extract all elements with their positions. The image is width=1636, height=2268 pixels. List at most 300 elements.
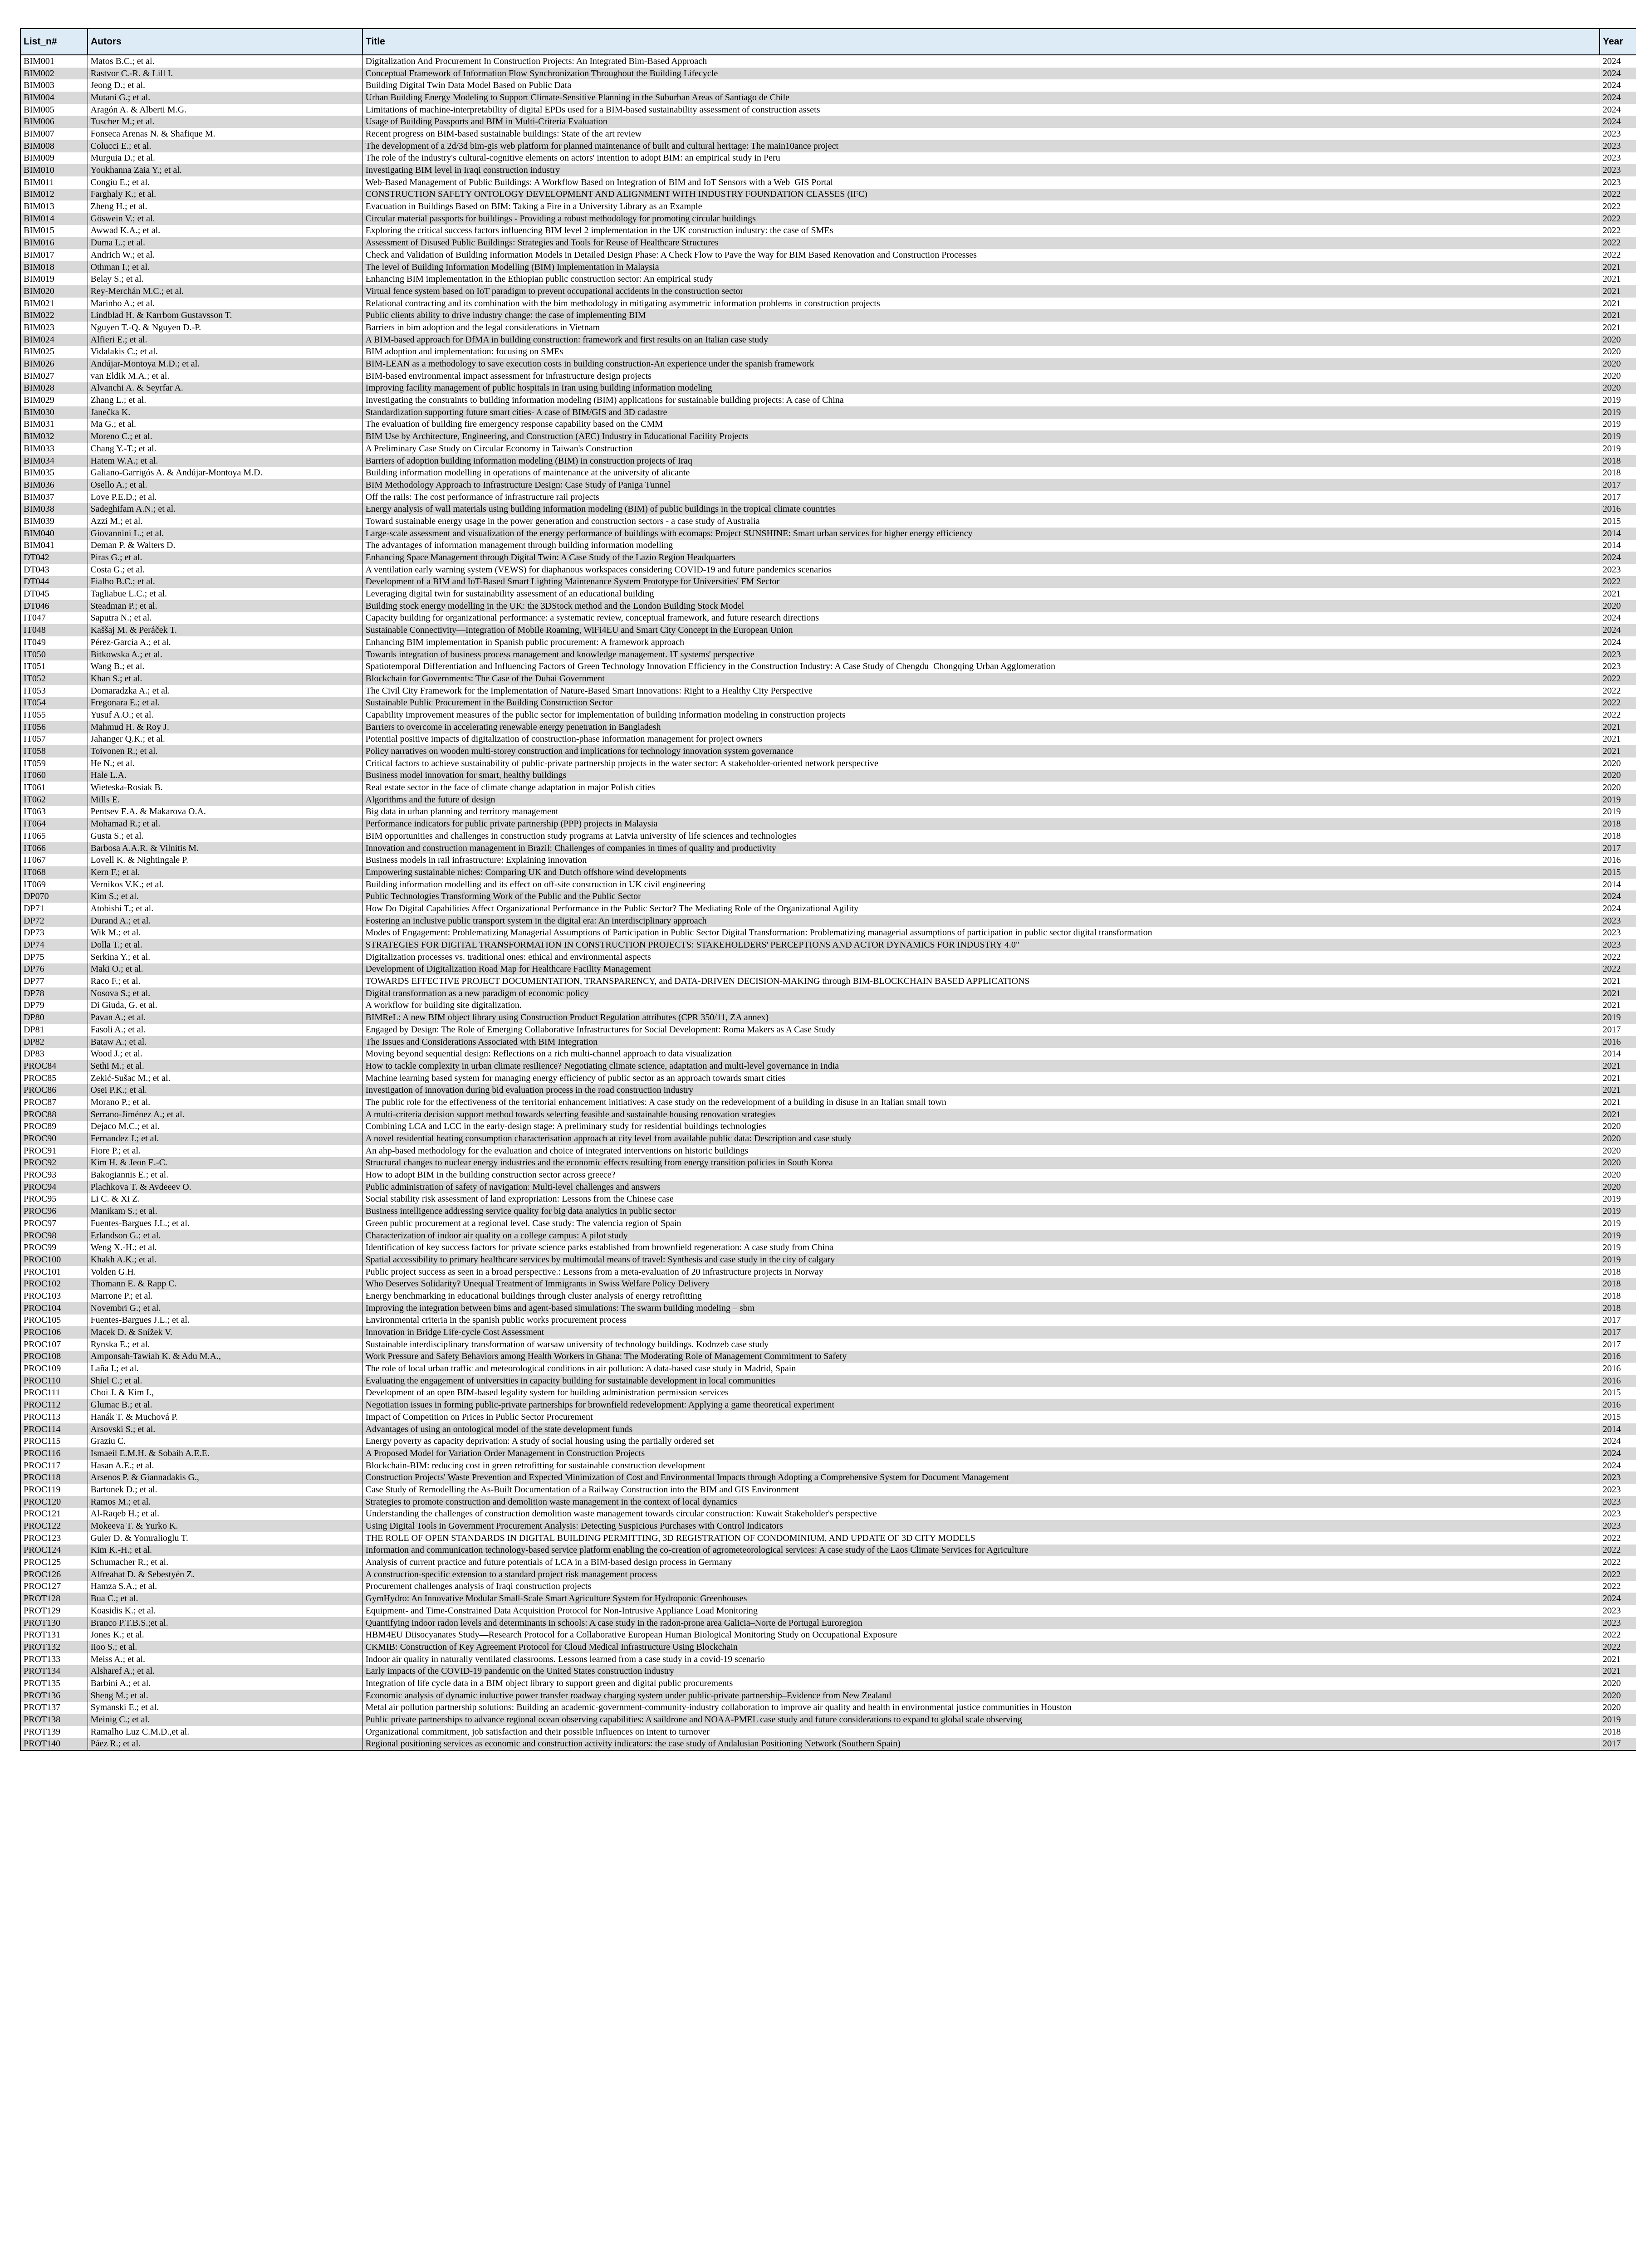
- cell-title: Barriers of adoption building information modeling (BIM) in construction projects of Iraq: [362, 455, 1600, 467]
- cell-year: 2023: [1600, 152, 1636, 165]
- table-row[interactable]: [20, 1471, 1636, 1484]
- cell-year: 2023: [1600, 1605, 1636, 1617]
- table-row[interactable]: [20, 733, 1636, 746]
- table-row[interactable]: [20, 479, 1636, 491]
- cell-title: Conceptual Framework of Information Flow Synchronization Throughout the Building Lifecycle: [362, 68, 1600, 80]
- cell-year: 2015: [1600, 515, 1636, 528]
- table-row[interactable]: [20, 758, 1636, 770]
- table-row[interactable]: [20, 1423, 1636, 1436]
- cell-year: 2024: [1600, 1435, 1636, 1447]
- table-row[interactable]: [20, 1399, 1636, 1411]
- column-header-title[interactable]: Title: [362, 29, 1600, 55]
- cell-title: Energy analysis of wall materials using building information modeling (BIM) of public buildings in the tropical climate countries: [362, 503, 1600, 515]
- cell-authors: Bataw A.; et al.: [88, 1036, 362, 1048]
- cell-authors: Alvanchi A. & Seyrfar A.: [88, 382, 362, 395]
- table-row[interactable]: [20, 1556, 1636, 1569]
- cell-year: 2018: [1600, 1726, 1636, 1738]
- cell-title: Business models in rail infrastructure: Explaining innovation: [362, 854, 1600, 866]
- cell-authors: Pavan A.; et al.: [88, 1012, 362, 1024]
- cell-id: DP80: [20, 1012, 88, 1024]
- table-row[interactable]: [20, 225, 1636, 237]
- table-row[interactable]: [20, 152, 1636, 165]
- table-row[interactable]: [20, 1629, 1636, 1641]
- cell-title: The level of Building Information Modelling (BIM) Implementation in Malaysia: [362, 261, 1600, 274]
- cell-title: Recent progress on BIM-based sustainable buildings: State of the art review: [362, 128, 1600, 140]
- table-row[interactable]: [20, 237, 1636, 249]
- table-row[interactable]: [20, 636, 1636, 649]
- cell-authors: Atobishi T.; et al.: [88, 903, 362, 915]
- cell-authors: Nguyen T.-Q. & Nguyen D.-P.: [88, 322, 362, 334]
- cell-title: Urban Building Energy Modeling to Support Climate-Sensitive Planning in the Suburban Areas of Santiago de Chile: [362, 92, 1600, 104]
- cell-id: IT058: [20, 745, 88, 758]
- cell-id: IT059: [20, 758, 88, 770]
- cell-id: BIM009: [20, 152, 88, 165]
- table-row[interactable]: [20, 285, 1636, 298]
- cell-authors: Serkina Y.; et al.: [88, 951, 362, 963]
- cell-authors: Piras G.; et al.: [88, 552, 362, 564]
- table-row[interactable]: [20, 1726, 1636, 1738]
- cell-authors: Belay S.; et al.: [88, 273, 362, 285]
- table-row[interactable]: [20, 430, 1636, 443]
- table-row[interactable]: [20, 200, 1636, 213]
- cell-id: PROC93: [20, 1169, 88, 1181]
- cell-year: 2022: [1600, 709, 1636, 721]
- table-row[interactable]: [20, 975, 1636, 987]
- table-row[interactable]: [20, 866, 1636, 879]
- cell-authors: Wood J.; et al.: [88, 1048, 362, 1060]
- table-row[interactable]: [20, 176, 1636, 189]
- table-row[interactable]: [20, 1302, 1636, 1315]
- cell-title: Capacity building for organizational performance: a systematic review, conceptual framework, and future research directions: [362, 612, 1600, 625]
- table-row[interactable]: [20, 660, 1636, 673]
- table-row[interactable]: [20, 1254, 1636, 1266]
- table-row[interactable]: [20, 1012, 1636, 1024]
- table-row[interactable]: [20, 1665, 1636, 1677]
- cell-authors: Saputra N.; et al.: [88, 612, 362, 625]
- cell-title: Machine learning based system for managing energy efficiency of public sector as an approach towards smart cities: [362, 1072, 1600, 1085]
- table-row[interactable]: [20, 1460, 1636, 1472]
- cell-title: Enhancing BIM implementation in the Ethiopian public construction sector: An empirical study: [362, 273, 1600, 285]
- cell-title: Innovation in Bridge Life-cycle Cost Assessment: [362, 1326, 1600, 1339]
- table-row[interactable]: [20, 794, 1636, 806]
- cell-authors: Love P.E.D.; et al.: [88, 491, 362, 503]
- cell-id: PROT131: [20, 1629, 88, 1641]
- cell-authors: Maki O.; et al.: [88, 963, 362, 976]
- cell-title: A construction-specific extension to a standard project risk management process: [362, 1569, 1600, 1581]
- table-row[interactable]: [20, 68, 1636, 80]
- cell-title: Investigation of innovation during bid evaluation process in the road construction industry: [362, 1084, 1600, 1096]
- cell-id: IT048: [20, 624, 88, 636]
- cell-year: 2020: [1600, 358, 1636, 370]
- cell-year: 2014: [1600, 879, 1636, 891]
- cell-id: IT067: [20, 854, 88, 866]
- table-row[interactable]: [20, 1193, 1636, 1206]
- table-row[interactable]: [20, 382, 1636, 395]
- cell-year: 2016: [1600, 1399, 1636, 1411]
- cell-title: A multi-criteria decision support method towards selecting feasible and sustainable housing renovation strategies: [362, 1109, 1600, 1121]
- column-header-authors[interactable]: Autors: [88, 29, 362, 55]
- cell-id: DP77: [20, 975, 88, 987]
- table-row[interactable]: [20, 1411, 1636, 1423]
- table-row[interactable]: [20, 1096, 1636, 1109]
- table-row[interactable]: [20, 1133, 1636, 1145]
- cell-id: IT049: [20, 636, 88, 649]
- table-row[interactable]: [20, 322, 1636, 334]
- table-row[interactable]: [20, 1387, 1636, 1399]
- cell-year: 2022: [1600, 200, 1636, 213]
- cell-id: PROC121: [20, 1508, 88, 1520]
- cell-authors: Sadeghifam A.N.; et al.: [88, 503, 362, 515]
- table-row[interactable]: [20, 540, 1636, 552]
- table-row[interactable]: [20, 709, 1636, 721]
- cell-title: Combining LCA and LCC in the early-design stage: A preliminary study for residential buildings technologies: [362, 1121, 1600, 1133]
- table-row[interactable]: [20, 1593, 1636, 1605]
- cell-year: 2017: [1600, 1326, 1636, 1339]
- cell-year: 2023: [1600, 564, 1636, 576]
- table-row[interactable]: [20, 576, 1636, 588]
- cell-year: 2021: [1600, 309, 1636, 322]
- cell-authors: Kim K.-H.; et al.: [88, 1545, 362, 1557]
- cell-id: PROC104: [20, 1302, 88, 1315]
- cell-authors: Yusuf A.O.; et al.: [88, 709, 362, 721]
- table-row[interactable]: [20, 1145, 1636, 1157]
- table-row[interactable]: [20, 213, 1636, 225]
- table-row[interactable]: [20, 842, 1636, 855]
- cell-title: Early impacts of the COVID-19 pandemic on the United States construction industry: [362, 1665, 1600, 1677]
- cell-title: Sustainable Connectivity—Integration of Mobile Roaming, WiFi4EU and Smart City Concept in the European Union: [362, 624, 1600, 636]
- cell-authors: Duma L.; et al.: [88, 237, 362, 249]
- table-row[interactable]: [20, 406, 1636, 419]
- table-row[interactable]: [20, 1532, 1636, 1545]
- table-row[interactable]: [20, 685, 1636, 697]
- table-row[interactable]: [20, 273, 1636, 285]
- table-row[interactable]: [20, 697, 1636, 709]
- cell-id: PROT130: [20, 1617, 88, 1629]
- cell-title: Improving the integration between bims and agent-based simulations: The swarm building modeling – sbm: [362, 1302, 1600, 1315]
- table-row[interactable]: [20, 1084, 1636, 1096]
- table-row[interactable]: [20, 104, 1636, 116]
- cell-authors: Dejaco M.C.; et al.: [88, 1121, 362, 1133]
- cell-id: BIM039: [20, 515, 88, 528]
- table-row[interactable]: [20, 818, 1636, 830]
- table-row[interactable]: [20, 1435, 1636, 1447]
- table-row[interactable]: [20, 1363, 1636, 1375]
- table-row[interactable]: [20, 1278, 1636, 1290]
- table-row[interactable]: [20, 987, 1636, 1000]
- table-row[interactable]: [20, 1121, 1636, 1133]
- cell-authors: Amponsah-Tawiah K. & Adu M.A.,: [88, 1351, 362, 1363]
- cell-authors: Nosova S.; et al.: [88, 987, 362, 1000]
- cell-id: PROT135: [20, 1677, 88, 1690]
- table-row[interactable]: [20, 1351, 1636, 1363]
- cell-authors: Erlandson G.; et al.: [88, 1230, 362, 1242]
- cell-id: IT065: [20, 830, 88, 842]
- table-row[interactable]: [20, 1496, 1636, 1508]
- cell-year: 2022: [1600, 963, 1636, 976]
- column-header-year[interactable]: Year: [1600, 29, 1636, 55]
- cell-year: 2020: [1600, 334, 1636, 346]
- table-row[interactable]: [20, 1508, 1636, 1520]
- table-row[interactable]: [20, 116, 1636, 128]
- table-row[interactable]: [20, 1581, 1636, 1593]
- cell-title: BIM-based environmental impact assessment for infrastructure design projects: [362, 370, 1600, 382]
- table-row[interactable]: [20, 358, 1636, 370]
- cell-id: PROC114: [20, 1423, 88, 1436]
- table-row[interactable]: [20, 745, 1636, 758]
- cell-authors: Galiano-Garrigós A. & Andújar-Montoya M.D.: [88, 467, 362, 479]
- table-row[interactable]: [20, 1290, 1636, 1302]
- cell-year: 2016: [1600, 1375, 1636, 1387]
- table-row[interactable]: [20, 951, 1636, 963]
- table-row[interactable]: [20, 1036, 1636, 1048]
- cell-year: 2021: [1600, 1665, 1636, 1677]
- table-row[interactable]: [20, 309, 1636, 322]
- table-row[interactable]: [20, 1000, 1636, 1012]
- table-row[interactable]: [20, 1024, 1636, 1036]
- table-row[interactable]: [20, 467, 1636, 479]
- cell-id: BIM025: [20, 346, 88, 358]
- cell-authors: Alsharef A.; et al.: [88, 1665, 362, 1677]
- column-header-id[interactable]: List_n#: [20, 29, 88, 55]
- cell-id: PROT137: [20, 1702, 88, 1714]
- cell-authors: Di Giuda, G. et al.: [88, 1000, 362, 1012]
- cell-title: Procurement challenges analysis of Iraqi construction projects: [362, 1581, 1600, 1593]
- table-row[interactable]: [20, 1375, 1636, 1387]
- cell-authors: Chang Y.-T.; et al.: [88, 443, 362, 455]
- table-row[interactable]: [20, 491, 1636, 503]
- table-row[interactable]: [20, 298, 1636, 310]
- table-row[interactable]: [20, 419, 1636, 431]
- cell-title: Digitalization And Procurement In Construction Projects: An Integrated Bim-Based Approach: [362, 55, 1600, 68]
- table-row[interactable]: [20, 1690, 1636, 1702]
- cell-title: Improving facility management of public hospitals in Iran using building information modeling: [362, 382, 1600, 395]
- table-row[interactable]: [20, 1217, 1636, 1230]
- table-row[interactable]: [20, 1617, 1636, 1629]
- table-row[interactable]: [20, 721, 1636, 733]
- table-row[interactable]: [20, 963, 1636, 976]
- cell-title: Algorithms and the future of design: [362, 794, 1600, 806]
- cell-year: 2024: [1600, 116, 1636, 128]
- cell-authors: Janečka K.: [88, 406, 362, 419]
- table-row[interactable]: [20, 92, 1636, 104]
- cell-title: Work Pressure and Safety Behaviors among Health Workers in Ghana: The Moderating Role of Management Commitment to Safety: [362, 1351, 1600, 1363]
- table-row[interactable]: [20, 1048, 1636, 1060]
- cell-authors: Fiore P.; et al.: [88, 1145, 362, 1157]
- table-row[interactable]: [20, 939, 1636, 951]
- table-row[interactable]: [20, 1266, 1636, 1278]
- table-row[interactable]: [20, 1641, 1636, 1653]
- table-row[interactable]: [20, 1339, 1636, 1351]
- cell-id: DP83: [20, 1048, 88, 1060]
- cell-id: PROC111: [20, 1387, 88, 1399]
- table-row[interactable]: [20, 334, 1636, 346]
- table-row[interactable]: [20, 1702, 1636, 1714]
- cell-authors: Rynska E.; et al.: [88, 1339, 362, 1351]
- cell-year: 2023: [1600, 1508, 1636, 1520]
- cell-authors: Shiel C.; et al.: [88, 1375, 362, 1387]
- cell-title: Off the rails: The cost performance of infrastructure rail projects: [362, 491, 1600, 503]
- cell-title: Check and Validation of Building Information Models in Detailed Design Phase: A Check Flow to Pave the Way for BIM Based Renovation and Construction Processes: [362, 249, 1600, 261]
- cell-year: 2023: [1600, 1471, 1636, 1484]
- cell-year: 2016: [1600, 1363, 1636, 1375]
- cell-title: The Civil City Framework for the Implementation of Nature-Based Smart Innovations: Right to a Healthy City Perspective: [362, 685, 1600, 697]
- cell-title: Structural changes to nuclear energy industries and the economic effects resulting from energy transition policies in South Korea: [362, 1157, 1600, 1169]
- cell-id: BIM019: [20, 273, 88, 285]
- cell-year: 2016: [1600, 503, 1636, 515]
- cell-authors: Gusta S.; et al.: [88, 830, 362, 842]
- cell-authors: Koasidis K.; et al.: [88, 1605, 362, 1617]
- table-row[interactable]: [20, 1484, 1636, 1496]
- cell-authors: Matos B.C.; et al.: [88, 55, 362, 68]
- cell-year: 2023: [1600, 649, 1636, 661]
- cell-authors: Vidalakis C.; et al.: [88, 346, 362, 358]
- table-row[interactable]: [20, 1520, 1636, 1532]
- table-row[interactable]: [20, 1205, 1636, 1217]
- cell-id: BIM040: [20, 528, 88, 540]
- cell-title: Public clients ability to drive industry change: the case of implementing BIM: [362, 309, 1600, 322]
- cell-authors: Serrano-Jiménez A.; et al.: [88, 1109, 362, 1121]
- table-row[interactable]: [20, 624, 1636, 636]
- table-row[interactable]: [20, 890, 1636, 903]
- table-row[interactable]: [20, 879, 1636, 891]
- cell-year: 2023: [1600, 128, 1636, 140]
- cell-authors: Hasan A.E.; et al.: [88, 1460, 362, 1472]
- table-row[interactable]: [20, 649, 1636, 661]
- cell-year: 2020: [1600, 1181, 1636, 1193]
- cell-title: Policy narratives on wooden multi-storey construction and implications for technology innovation system governance: [362, 745, 1600, 758]
- cell-authors: Kern F.; et al.: [88, 866, 362, 879]
- table-row[interactable]: [20, 503, 1636, 515]
- table-row[interactable]: [20, 830, 1636, 842]
- table-row[interactable]: [20, 515, 1636, 528]
- table-row[interactable]: [20, 1109, 1636, 1121]
- cell-title: BIMReL: A new BIM object library using Construction Product Regulation attributes (CPR 350/11, ZA annex): [362, 1012, 1600, 1024]
- table-row[interactable]: [20, 1326, 1636, 1339]
- table-row[interactable]: [20, 455, 1636, 467]
- table-row[interactable]: [20, 164, 1636, 176]
- cell-id: BIM016: [20, 237, 88, 249]
- cell-year: 2018: [1600, 467, 1636, 479]
- cell-id: PROC85: [20, 1072, 88, 1085]
- cell-title: Performance indicators for public private partnership (PPP) projects in Malaysia: [362, 818, 1600, 830]
- cell-title: Spatiotemporal Differentiation and Influencing Factors of Green Technology Innovation Efficiency in the Construction Industry: A Case Study of Chengdu–Chongqing Urban Agglomeration: [362, 660, 1600, 673]
- cell-year: 2014: [1600, 1423, 1636, 1436]
- cell-authors: Volden G.H.: [88, 1266, 362, 1278]
- table-row[interactable]: [20, 854, 1636, 866]
- cell-id: PROC120: [20, 1496, 88, 1508]
- table-row[interactable]: [20, 770, 1636, 782]
- cell-title: Impact of Competition on Prices in Public Sector Procurement: [362, 1411, 1600, 1423]
- table-row[interactable]: [20, 588, 1636, 600]
- cell-title: Relational contracting and its combination with the bim methodology in mitigating asymmetric information problems in construction projects: [362, 298, 1600, 310]
- cell-id: BIM010: [20, 164, 88, 176]
- table-row[interactable]: [20, 1072, 1636, 1085]
- table-row[interactable]: [20, 346, 1636, 358]
- table-row[interactable]: [20, 782, 1636, 794]
- cell-year: 2024: [1600, 903, 1636, 915]
- table-row[interactable]: [20, 927, 1636, 939]
- table-row[interactable]: [20, 394, 1636, 406]
- cell-authors: Páez R.; et al.: [88, 1738, 362, 1751]
- table-row[interactable]: [20, 528, 1636, 540]
- cell-year: 2021: [1600, 588, 1636, 600]
- cell-authors: Wang B.; et al.: [88, 660, 362, 673]
- table-row[interactable]: [20, 1169, 1636, 1181]
- cell-year: 2022: [1600, 237, 1636, 249]
- table-row[interactable]: [20, 140, 1636, 152]
- cell-id: PROC98: [20, 1230, 88, 1242]
- table-row[interactable]: [20, 903, 1636, 915]
- table-row[interactable]: [20, 1653, 1636, 1666]
- cell-title: How to adopt BIM in the building construction sector across greece?: [362, 1169, 1600, 1181]
- cell-authors: Göswein V.; et al.: [88, 213, 362, 225]
- table-row[interactable]: [20, 1605, 1636, 1617]
- table-row[interactable]: [20, 915, 1636, 927]
- table-row[interactable]: [20, 1181, 1636, 1193]
- cell-year: 2015: [1600, 866, 1636, 879]
- table-row[interactable]: [20, 1545, 1636, 1557]
- table-row[interactable]: [20, 1060, 1636, 1072]
- table-row[interactable]: [20, 673, 1636, 685]
- cell-year: 2019: [1600, 1254, 1636, 1266]
- cell-year: 2019: [1600, 1205, 1636, 1217]
- cell-authors: Jones K.; et al.: [88, 1629, 362, 1641]
- table-row[interactable]: [20, 564, 1636, 576]
- table-row[interactable]: [20, 443, 1636, 455]
- table-row[interactable]: [20, 600, 1636, 612]
- table-row[interactable]: [20, 1315, 1636, 1327]
- cell-id: PROC112: [20, 1399, 88, 1411]
- cell-id: PROC101: [20, 1266, 88, 1278]
- table-row[interactable]: [20, 1569, 1636, 1581]
- table-row[interactable]: [20, 261, 1636, 274]
- cell-id: DP81: [20, 1024, 88, 1036]
- cell-authors: Fernandez J.; et al.: [88, 1133, 362, 1145]
- table-row[interactable]: [20, 370, 1636, 382]
- table-row[interactable]: [20, 612, 1636, 625]
- table-row[interactable]: [20, 79, 1636, 92]
- table-row[interactable]: [20, 552, 1636, 564]
- cell-id: DP71: [20, 903, 88, 915]
- cell-year: 2019: [1600, 1714, 1636, 1726]
- cell-year: 2020: [1600, 1677, 1636, 1690]
- table-row[interactable]: [20, 1738, 1636, 1751]
- cell-year: 2024: [1600, 552, 1636, 564]
- table-row[interactable]: [20, 128, 1636, 140]
- cell-year: 2021: [1600, 987, 1636, 1000]
- cell-authors: Sethi M.; et al.: [88, 1060, 362, 1072]
- table-row[interactable]: [20, 1230, 1636, 1242]
- cell-year: 2021: [1600, 721, 1636, 733]
- table-row[interactable]: [20, 189, 1636, 201]
- cell-id: DP82: [20, 1036, 88, 1048]
- cell-authors: Fasoli A.; et al.: [88, 1024, 362, 1036]
- cell-authors: Ma G.; et al.: [88, 419, 362, 431]
- table-row[interactable]: [20, 1677, 1636, 1690]
- table-row[interactable]: [20, 1447, 1636, 1460]
- table-row[interactable]: [20, 1242, 1636, 1254]
- table-row[interactable]: [20, 1157, 1636, 1169]
- cell-id: IT062: [20, 794, 88, 806]
- table-row[interactable]: [20, 249, 1636, 261]
- table-row[interactable]: [20, 55, 1636, 68]
- cell-id: PROC94: [20, 1181, 88, 1193]
- cell-id: DP74: [20, 939, 88, 951]
- cell-authors: Colucci E.; et al.: [88, 140, 362, 152]
- table-row[interactable]: [20, 806, 1636, 818]
- table-row[interactable]: [20, 1714, 1636, 1726]
- cell-id: DP75: [20, 951, 88, 963]
